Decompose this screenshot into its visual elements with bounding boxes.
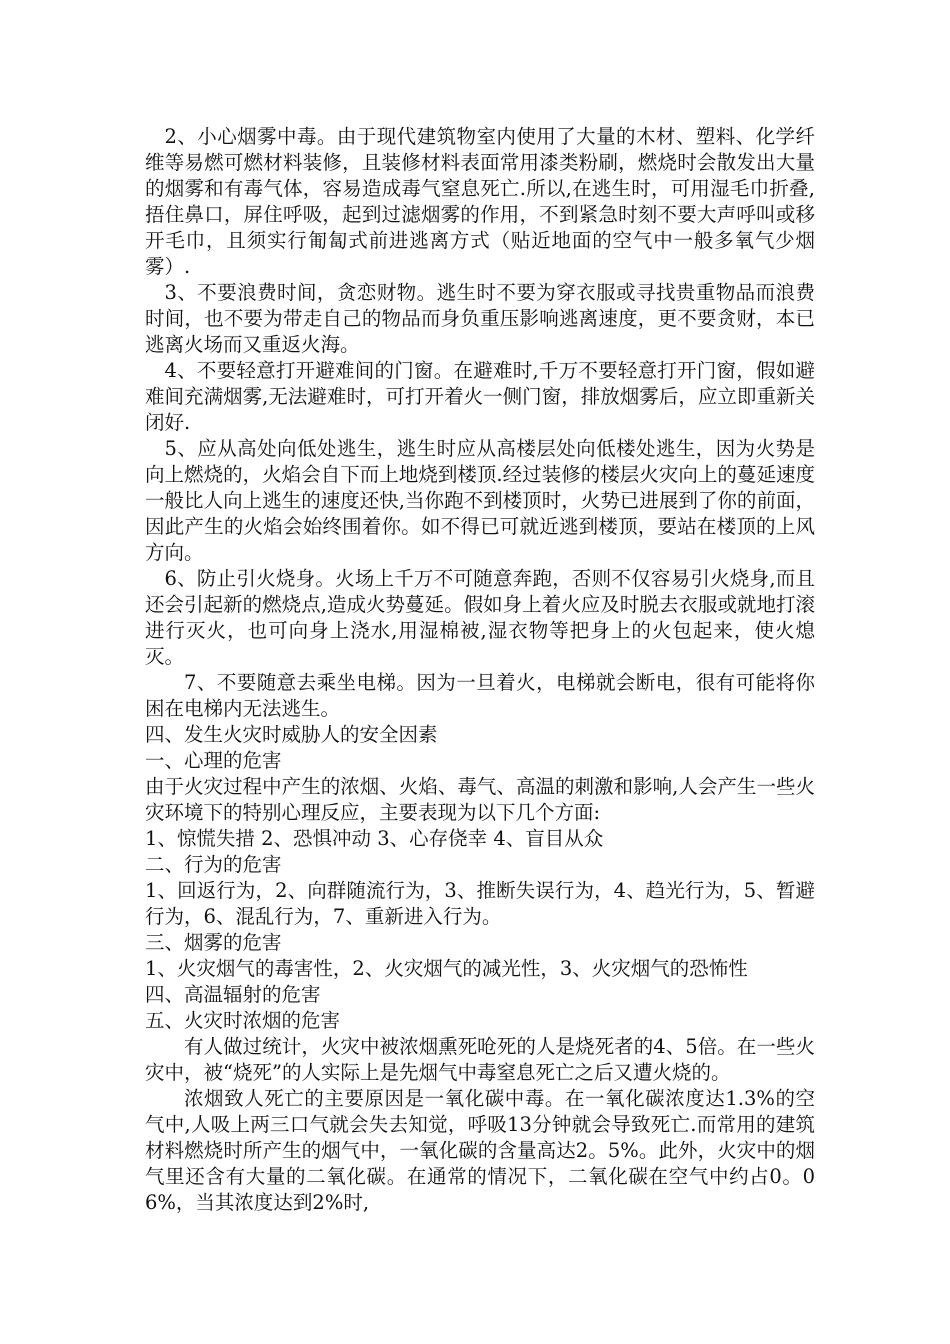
list-psychological: 1、惊慌失措 2、恐惧冲动 3、心存侥幸 4、盲目从众 (145, 827, 604, 850)
paragraph-statistics: 有人做过统计，火灾中被浓烟熏死呛死的人是烧死者的4、5倍。在一些火灾中，被“烧死”的人实际上是先烟气中毒窒息死亡之后又遭火烧的。 (145, 1035, 815, 1084)
paragraph-no-elevator: 7、不要随意去乘坐电梯。因为一旦着火，电梯就会断电，很有可能将你困在电梯内无法逃生。 (145, 671, 815, 720)
document-page (145, 124, 815, 1216)
list-smoke: 1、火灾烟气的毒害性，2、火灾烟气的减光性，3、火灾烟气的恐怖性 (145, 957, 748, 980)
paragraph-escape-downward: 5、应从高处向低处逃生，逃生时应从高楼层处向低楼处逃生，因为火势是向上燃烧的，火焰会自下而上地烧到楼顶.经过装修的楼层火灾向上的蔓延速度一般比人向上逃生的速度还快,当你跑不到楼顶时，火势已进展到了你的前面，因此产生的火焰会始终围着你。如不得已可就近逃到楼顶，要站在楼顶的上风方向。 (145, 437, 815, 564)
paragraph-no-wasting-time: 3、不要浪费时间，贪恋财物。逃生时不要为穿衣服或寻找贵重物品而浪费时间，也不要为带走自己的物品而身负重压影响逃离速度，更不要贪财，本已逃离火场而又重返火海。 (145, 281, 815, 356)
subheading-behavioral: 二、行为的危害 (145, 853, 282, 876)
section-heading-threat-factors: 四、发生火灾时威胁人的安全因素 (145, 723, 438, 746)
subheading-smoke: 三、烟雾的危害 (145, 931, 282, 954)
subheading-heat-radiation: 四、高温辐射的危害 (145, 983, 321, 1006)
list-behavioral: 1、回返行为，2、向群随流行为，3、推断失误行为，4、趋光行为，5、暂避行为，6、混乱行为，7、重新进入行为。 (145, 879, 815, 928)
subheading-psychological: 一、心理的危害 (145, 749, 282, 772)
paragraph-smoke-poisoning: 2、小心烟雾中毒。由于现代建筑物室内使用了大量的木材、塑料、化学纤维等易燃可燃材料装修，且装修材料表面常用漆类粉刷，燃烧时会散发出大量的烟雾和有毒气体，容易造成毒气窒息死亡.所以,在逃生时，可用湿毛巾折叠,捂住鼻口，屏住呼吸，起到过滤烟雾的作用，不到紧急时刻不要大声呼叫或移开毛巾，且须实行匍匐式前进逃离方式（贴近地面的空气中一般多氧气少烟雾）. (145, 125, 815, 278)
paragraph-prevent-self-fire: 6、防止引火烧身。火场上千万不可随意奔跑，否则不仅容易引火烧身,而且还会引起新的燃烧点,造成火势蔓延。假如身上着火应及时脱去衣服或就地打滚进行灭火，也可向身上浇水,用湿棉被,湿衣物等把身上的火包起来，使火熄灭。 (145, 567, 815, 668)
paragraph-refuge-windows: 4、不要轻意打开避难间的门窗。在避难时,千万不要轻意打开门窗，假如避难间充满烟雾,无法避难时，可打开着火一侧门窗，排放烟雾后，应立即重新关闭好. (145, 359, 815, 434)
paragraph-carbon-monoxide: 浓烟致人死亡的主要原因是一氧化碳中毒。在一氧化碳浓度达1.3%的空气中,人吸上两三口气就会失去知觉，呼吸13分钟就会导致死亡.而常用的建筑材料燃烧时所产生的烟气中，一氧化碳的含量高达2。5%。此外，火灾中的烟气里还含有大量的二氧化碳。在通常的情况下，二氧化碳在空气中约占0。06%，当其浓度达到2%时, (145, 1087, 815, 1214)
paragraph-psychological: 由于火灾过程中产生的浓烟、火焰、毒气、高温的刺激和影响,人会产生一些火灾环境下的特别心理反应，主要表现为以下几个方面: (145, 775, 815, 824)
subheading-dense-smoke: 五、火灾时浓烟的危害 (145, 1009, 341, 1032)
